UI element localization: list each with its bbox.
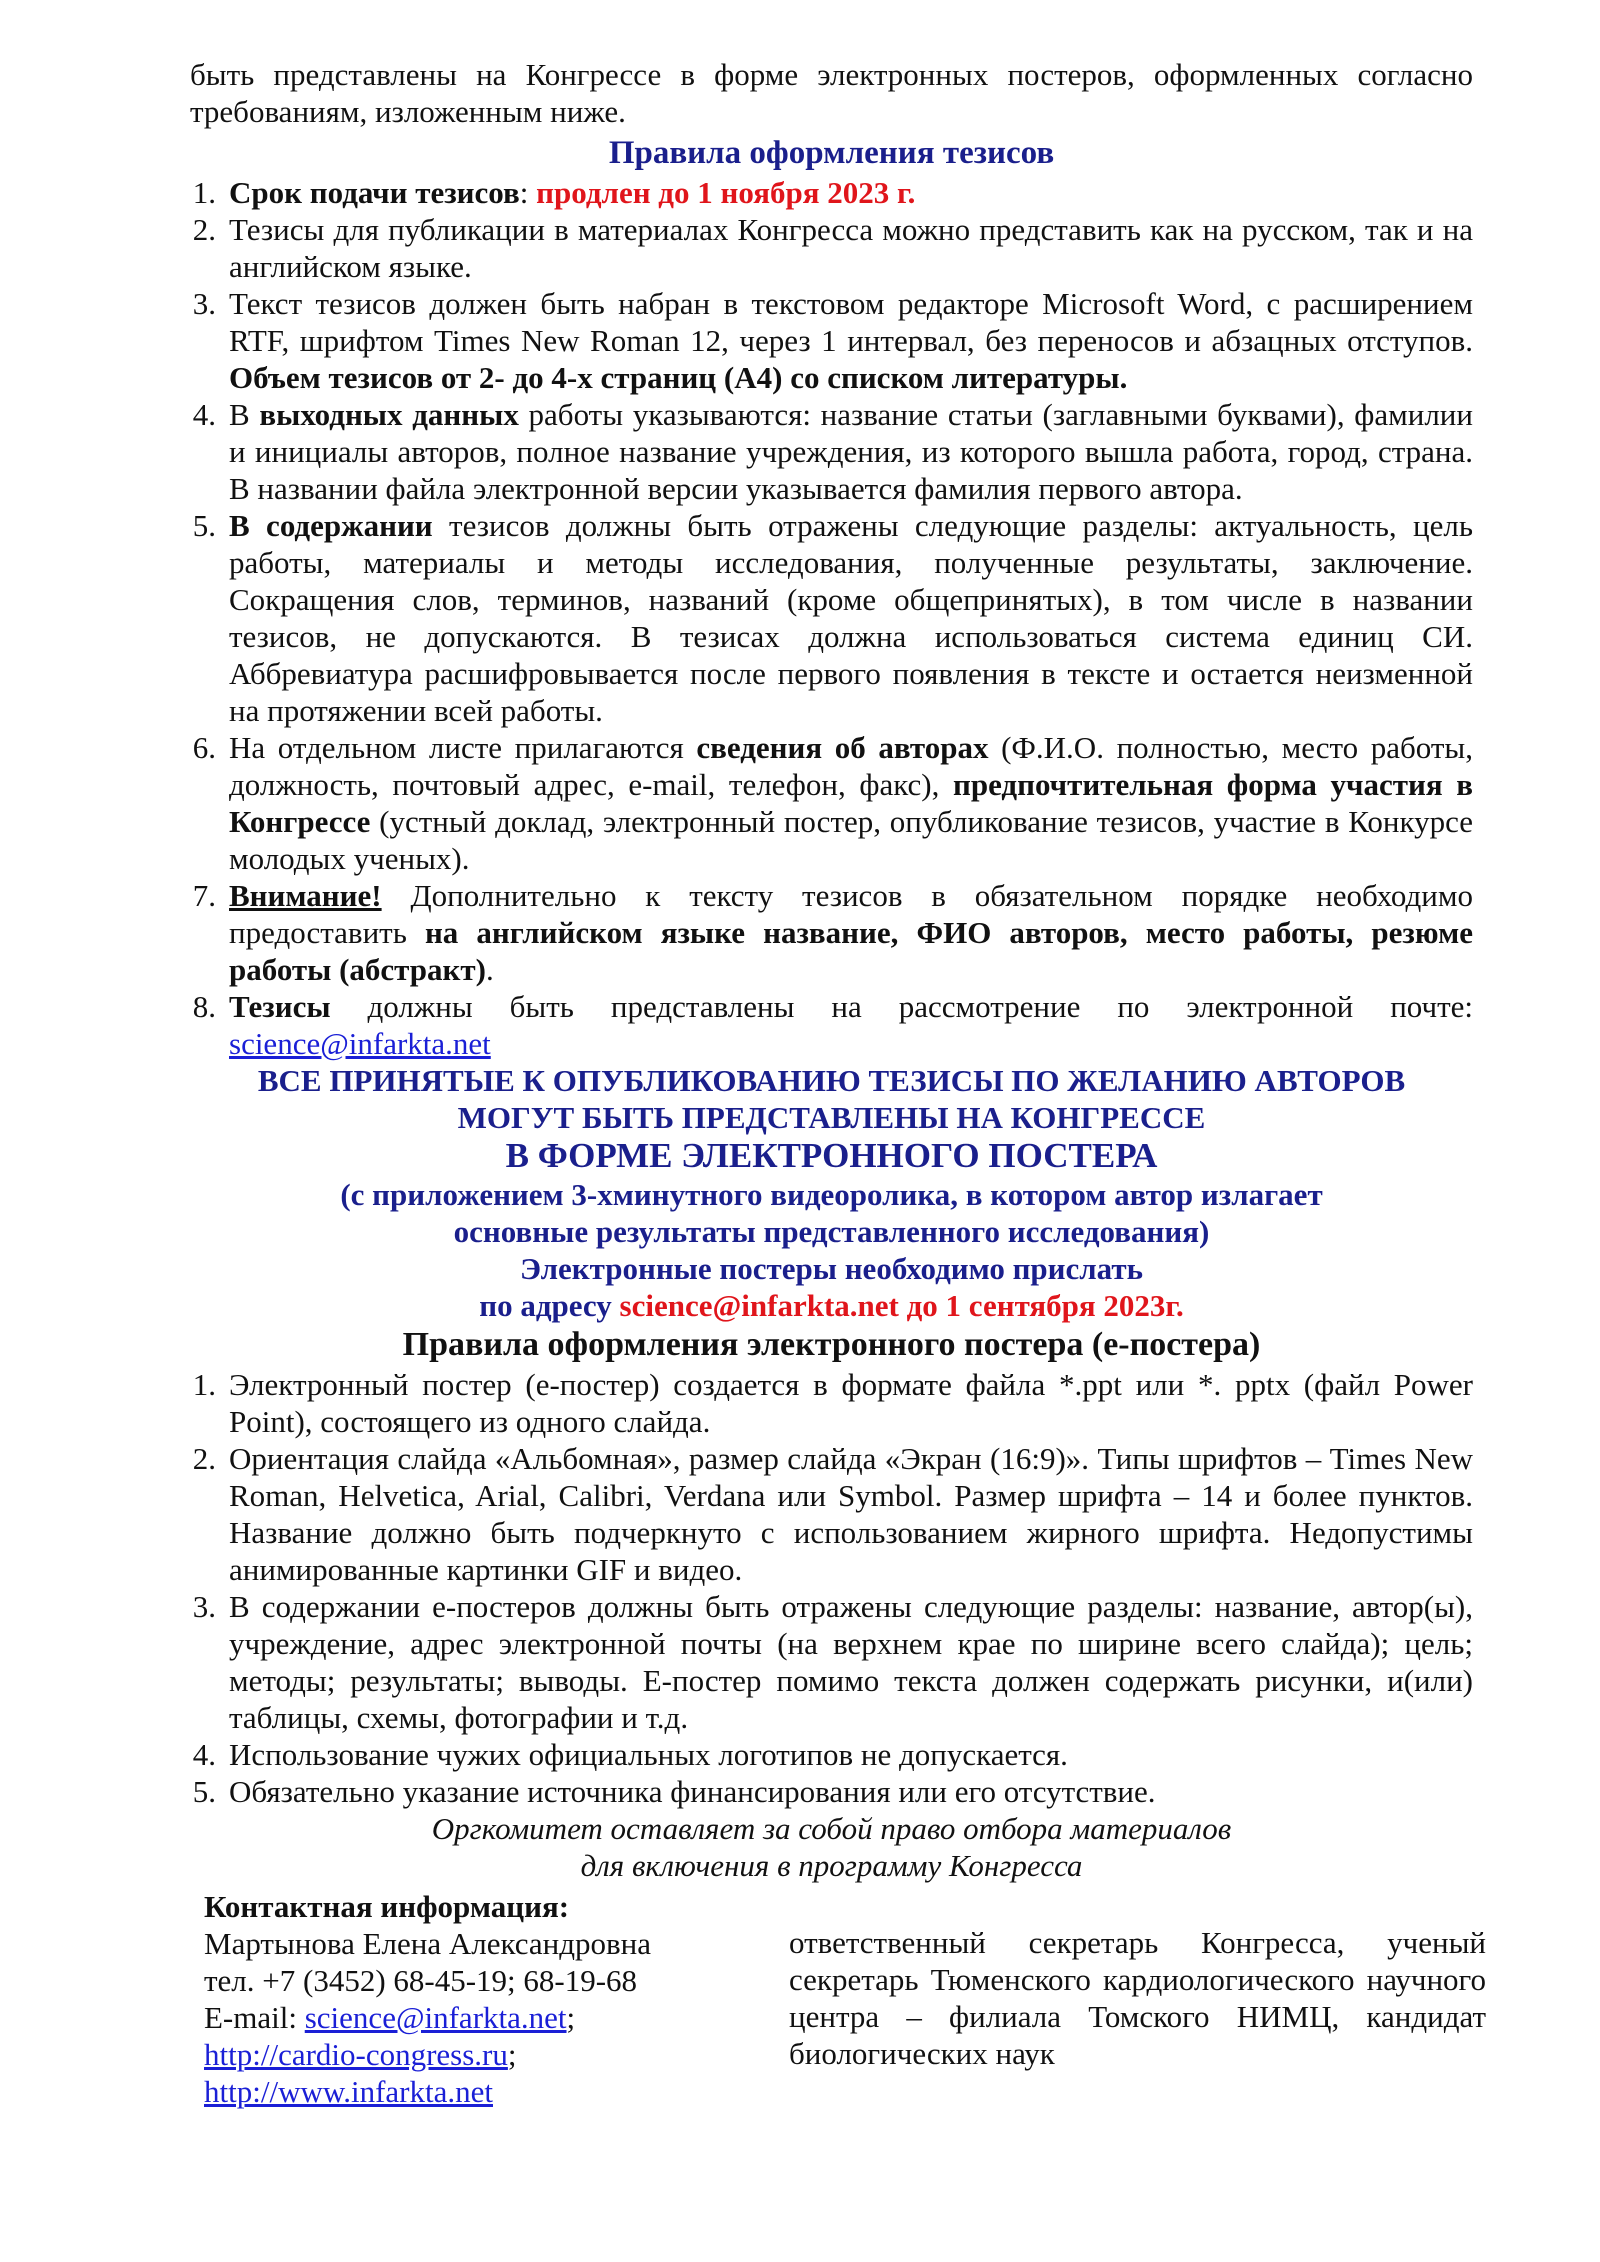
contact-role: ответственный секретарь Конгресса, ученый секретарь Тюменского кардиологического научного центра – филиала Томского НИМЦ, кандидат биологических наук <box>789 1925 1486 2071</box>
poster-rules-list <box>190 1366 1473 1810</box>
list-item: 6. На отдельном листе прилагаются сведения об авторах (Ф.И.О. полностью, место работы, должность, почтовый адрес, e-mail, телефон, факс), предпочтительная форма участия в Конгрессе (устный доклад, электронный постер, опубликование тезисов, участие в Конкурсе молодых ученых). <box>192 730 1473 876</box>
poster-deadline: science@infarkta.net до 1 сентября 2023г. <box>619 1288 1184 1323</box>
contact-block <box>204 1888 1486 2108</box>
list-item: 5. В содержании тезисов должны быть отражены следующие разделы: актуальность, цель работы, материалы и методы исследования, полученные результаты, заключение. Сокращения слов, терминов, названий (кроме общепринятых), в том числе в названии тезисов, не допускаются. В тезисах должна использоваться система единиц СИ. Аббревиатура расшифровывается после первого появления в тексте и остается неизменной на протяжении всей работы. <box>192 508 1473 728</box>
attention-label: Внимание! <box>229 878 382 913</box>
list-item: 5. Обязательно указание источника финансирования или его отсутствие. <box>192 1774 1156 1809</box>
infarkta-site-link[interactable]: http://www.infarkta.net <box>204 2074 493 2109</box>
list-item: 4. В выходных данных работы указываются: название статьи (заглавными буквами), фамилии и инициалы авторов, полное название учреждения, из которого вышла работа, город, страна. В названии файла электронной версии указывается фамилия первого автора. <box>192 397 1473 506</box>
contact-heading: Контактная информация: <box>204 1889 570 1924</box>
contact-details: Контактная информация: Мартынова Елена Александровна тел. +7 (3452) 68-45-19; 68-19-68 E-mail: science@infarkta.net; http://cardio-congress.ru; http://www.infarkta.net <box>204 1888 724 2110</box>
list-item: 1. Электронный постер (е-постер) создается в формате файла *.ppt или *. pptx (файл Power Point), состоящего из одного слайда. <box>192 1367 1473 1439</box>
document-content <box>190 56 1486 2109</box>
contact-name: Мартынова Елена Александровна <box>204 1926 652 1961</box>
cardio-congress-link[interactable]: http://cardio-congress.ru <box>204 2037 508 2072</box>
list-item: 2. Тезисы для публикации в материалах Конгресса можно представить как на русском, так и на английском языке. <box>192 212 1473 284</box>
list-item: 4. Использование чужих официальных логотипов не допускается. <box>192 1737 1068 1772</box>
deadline-text: продлен до 1 ноября 2023 г. <box>536 175 916 210</box>
section-title-abstracts: Правила оформления тезисов <box>608 135 1055 171</box>
list-item: 2. Ориентация слайда «Альбомная», размер слайда «Экран (16:9)». Типы шрифтов – Times New Roman, Helvetica, Arial, Calibri, Verdana или Symbol. Размер шрифта – 14 и более пунктов. Название должно быть подчеркнуто с использованием жирного шрифта. Недопустимы анимированные картинки GIF и видео. <box>192 1441 1473 1587</box>
committee-note-2: для включения в программу Конгресса <box>580 1848 1083 1883</box>
abstract-rules-list <box>190 174 1473 1062</box>
list-item: 8. Тезисы должны быть представлены на рассмотрение по электронной почте: science@infarkta.net <box>192 989 1473 1061</box>
intro-paragraph: быть представлены на Конгрессе в форме электронных постеров, оформленных согласно требованиям, изложенным ниже. <box>190 57 1473 129</box>
list-item: 7. Внимание! Дополнительно к тексту тезисов в обязательном порядке необходимо предоставить на английском языке название, ФИО авторов, место работы, резюме работы (абстракт). <box>192 878 1473 987</box>
poster-banner: ВСЕ ПРИНЯТЫЕ К ОПУБЛИКОВАНИЮ ТЕЗИСЫ ПО ЖЕЛАНИЮ АВТОРОВ МОГУТ БЫТЬ ПРЕДСТАВЛЕНЫ НА КОНГРЕССЕ В ФОРМЕ ЭЛЕКТРОННОГО ПОСТЕРА (с приложением 3-хминутного видеоролика, в котором автор излагает основные результаты представленного исследования) Электронные постеры необходимо прислать по адресу science@infarkta.net до 1 сентября 2023г. <box>257 1063 1406 1323</box>
contact-email-link[interactable]: science@infarkta.net <box>304 2000 567 2035</box>
email-link[interactable]: science@infarkta.net <box>229 1026 491 1061</box>
contact-phone: тел. +7 (3452) 68-45-19; 68-19-68 <box>204 1963 638 1998</box>
list-item: 3. В содержании е-постеров должны быть отражены следующие разделы: название, автор(ы), учреждение, адрес электронной почты (на верхнем крае по ширине всего слайда); цель; методы; результаты; выводы. Е-постер помимо текста должен содержать рисунки, и(или) таблицы, схемы, фотографии и т.д. <box>192 1589 1473 1735</box>
committee-note: Оргкомитет оставляет за собой право отбора материалов <box>431 1811 1232 1846</box>
section-title-poster: Правила оформления электронного постера (е-постера) <box>402 1326 1261 1363</box>
list-item: 3. Текст тезисов должен быть набран в текстовом редакторе Microsoft Word, с расширением RTF, шрифтом Times New Roman 12, через 1 интервал, без переносов и абзацных отступов. Объем тезисов от 2- до 4-х страниц (А4) со списком литературы. <box>192 286 1473 395</box>
list-item: 1. Срок подачи тезисов: продлен до 1 ноября 2023 г. <box>192 175 916 210</box>
